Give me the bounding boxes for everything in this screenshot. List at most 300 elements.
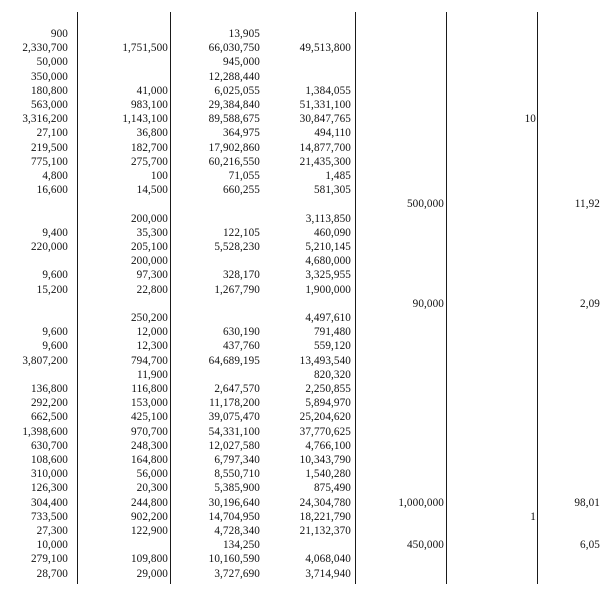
table-cell-c7 (550, 396, 600, 410)
table-cell-c1 (4, 254, 68, 268)
table-cell-c4: 24,304,780 (299, 496, 351, 509)
table-cell-c2: 182,700 (130, 141, 168, 154)
table-cell-c5 (354, 70, 444, 84)
table-cell-c7 (550, 439, 600, 453)
table-cell-c7 (550, 183, 600, 197)
table-cell-c2: 275,700 (130, 155, 168, 168)
table-cell-c4: 51,331,100 (299, 99, 351, 111)
table-cell-c1: 136,800 (30, 383, 68, 395)
table-row (0, 155, 600, 169)
table-cell-c1: 292,200 (30, 397, 68, 410)
table-cell-c3: 54,331,100 (208, 425, 260, 438)
table-cell-c4: 1,485 (325, 170, 351, 182)
table-cell-c6 (476, 410, 536, 424)
table-cell-c7 (550, 55, 600, 69)
table-cell-c6 (476, 141, 536, 155)
table-row (0, 439, 600, 453)
table-cell-c7 (550, 510, 600, 524)
table-row (0, 425, 600, 439)
table-cell-c5 (354, 396, 444, 410)
table-cell-c1: 9,600 (42, 269, 68, 282)
table-cell-c3: 64,689,195 (208, 354, 260, 367)
table-cell-c1: 180,800 (30, 84, 68, 97)
table-cell-c1: 1,398,600 (22, 425, 68, 438)
table-cell-c1: 10,000 (36, 539, 68, 552)
table-cell-c7 (550, 212, 600, 226)
table-cell-c7 (550, 240, 600, 254)
table-cell-c2: 1,143,100 (122, 113, 168, 126)
table-cell-c5 (354, 141, 444, 155)
table-cell-c2: 425,100 (130, 411, 168, 424)
table-cell-c7 (550, 410, 600, 424)
table-cell-c3: 134,250 (222, 539, 260, 552)
table-cell-c4: 559,120 (313, 340, 351, 353)
table-cell-c1 (4, 368, 68, 382)
table-cell-c3 (160, 197, 260, 211)
table-cell-c2: 109,800 (130, 553, 168, 566)
table-cell-c6 (476, 254, 536, 268)
table-cell-c4: 494,110 (314, 127, 351, 140)
table-cell-c6 (476, 183, 536, 197)
table-cell-c1: 27,100 (36, 127, 68, 140)
table-cell-c7 (550, 368, 600, 382)
table-cell-c4: 460,090 (313, 226, 351, 239)
table-row (0, 27, 600, 41)
table-cell-c7 (550, 112, 600, 126)
table-cell-c5 (354, 453, 444, 467)
table-cell-c3: 39,075,470 (208, 411, 260, 424)
table-cell-c6 (476, 524, 536, 538)
table-row (0, 410, 600, 424)
table-cell-c2: 100 (150, 170, 168, 182)
table-cell-c4: 30,847,765 (299, 113, 351, 126)
table-cell-c3: 60,216,550 (208, 155, 260, 168)
table-cell-c3: 11,178,200 (209, 397, 260, 410)
table-cell-c7 (550, 524, 600, 538)
table-cell-c4 (251, 297, 351, 311)
table-cell-c1 (4, 197, 68, 211)
table-cell-c3: 6,797,340 (214, 454, 260, 466)
table-cell-c5 (354, 169, 444, 183)
table-cell-c6 (476, 339, 536, 353)
table-cell-c6 (476, 98, 536, 112)
table-row (0, 354, 600, 368)
table-cell-c4 (251, 538, 351, 552)
table-cell-c5 (354, 41, 444, 55)
table-cell-c2: 29,000 (136, 567, 168, 580)
table-cell-c1: 9,600 (42, 340, 68, 353)
table-cell-c2: 1,751,500 (122, 42, 168, 55)
table-cell-c1: 900 (50, 28, 68, 40)
table-cell-c4 (251, 27, 351, 41)
table-cell-c4: 13,493,540 (299, 354, 351, 367)
table-cell-c6 (476, 453, 536, 467)
table-cell-c6 (476, 439, 536, 453)
table-cell-c5: 450,000 (406, 539, 444, 552)
table-cell-c2: 20,300 (136, 482, 168, 495)
table-cell-c2: 902,200 (130, 510, 168, 523)
table-cell-c6 (476, 240, 536, 254)
table-cell-c5 (354, 240, 444, 254)
table-cell-c7 (550, 70, 600, 84)
table-cell-c7 (550, 311, 600, 325)
table-cell-c4: 49,513,800 (299, 42, 351, 55)
table-cell-c7 (550, 552, 600, 566)
table-cell-c5 (354, 481, 444, 495)
table-cell-c2: 11,900 (137, 368, 168, 381)
table-cell-c7 (550, 126, 600, 140)
table-cell-c5 (354, 183, 444, 197)
table-cell-c5 (354, 467, 444, 481)
table-cell-c7 (550, 325, 600, 339)
table-cell-c7 (550, 98, 600, 112)
table-cell-c7: 98,01 (574, 496, 600, 509)
table-cell-c5 (354, 425, 444, 439)
table-row (0, 524, 600, 538)
table-cell-c5 (354, 98, 444, 112)
table-cell-c4: 1,540,280 (305, 468, 351, 481)
table-cell-c1 (4, 311, 68, 325)
table-row (0, 297, 600, 311)
table-cell-c2 (88, 197, 168, 211)
table-cell-c5 (354, 55, 444, 69)
table-cell-c2 (88, 70, 168, 84)
table-cell-c3 (160, 368, 260, 382)
table-row (0, 552, 600, 566)
table-cell-c4: 14,877,700 (299, 141, 351, 154)
table-cell-c4: 4,068,040 (305, 553, 351, 566)
table-cell-c3: 89,588,675 (208, 113, 260, 126)
table-cell-c7 (550, 425, 600, 439)
table-cell-c3: 328,170 (222, 269, 260, 282)
table-row (0, 126, 600, 140)
table-row (0, 183, 600, 197)
table-cell-c6 (476, 481, 536, 495)
table-row (0, 112, 600, 126)
table-cell-c6 (476, 538, 536, 552)
table-cell-c1: 279,100 (30, 553, 68, 566)
table-cell-c7 (550, 268, 600, 282)
table-cell-c3: 5,528,230 (214, 241, 260, 253)
table-cell-c3: 30,196,640 (208, 496, 260, 509)
table-cell-c7 (550, 141, 600, 155)
table-cell-c7 (550, 226, 600, 240)
table-cell-c3: 13,905 (228, 28, 260, 40)
table-cell-c6 (476, 169, 536, 183)
table-cell-c2 (88, 55, 168, 69)
table-cell-c2 (88, 27, 168, 41)
table-cell-c4: 3,714,940 (305, 567, 351, 580)
table-cell-c5 (354, 27, 444, 41)
table-cell-c4: 1,384,055 (305, 84, 351, 97)
table-cell-c4: 5,894,970 (305, 397, 351, 410)
table-cell-c5 (354, 325, 444, 339)
table-cell-c1: 630,700 (30, 439, 68, 452)
table-cell-c7 (550, 84, 600, 98)
table-cell-c5 (354, 410, 444, 424)
table-cell-c5 (354, 283, 444, 297)
table-cell-c6 (476, 41, 536, 55)
table-cell-c6: 1 (530, 510, 536, 523)
table-cell-c6 (476, 311, 536, 325)
table-cell-c3 (160, 254, 260, 268)
table-cell-c6 (476, 84, 536, 98)
table-row (0, 567, 600, 581)
table-cell-c4: 875,490 (313, 482, 351, 495)
table-cell-c6 (476, 496, 536, 510)
table-cell-c1: 4,800 (42, 170, 68, 182)
table-cell-c4 (251, 197, 351, 211)
table-cell-c3: 71,055 (228, 170, 260, 182)
table-cell-c6 (476, 268, 536, 282)
table-cell-c1: 126,300 (30, 482, 68, 495)
table-row (0, 70, 600, 84)
table-cell-c7 (550, 453, 600, 467)
table-cell-c2: 244,800 (130, 496, 168, 509)
table-cell-c2: 205,100 (130, 241, 168, 253)
table-cell-c5 (354, 439, 444, 453)
table-cell-c6 (476, 552, 536, 566)
table-cell-c2: 36,800 (136, 127, 168, 140)
table-cell-c7: 6,05 (580, 539, 600, 552)
table-cell-c1: 775,100 (30, 155, 68, 168)
table-cell-c3: 660,255 (222, 184, 260, 197)
table-cell-c5 (354, 268, 444, 282)
table-cell-c1: 219,500 (30, 141, 68, 154)
table-cell-c3: 6,025,055 (214, 84, 260, 97)
table-cell-c2 (88, 297, 168, 311)
table-cell-c1: 27,300 (36, 525, 68, 537)
table-cell-c2: 12,300 (136, 340, 168, 353)
table-cell-c4: 25,204,620 (299, 411, 351, 424)
table-row (0, 283, 600, 297)
table-cell-c3: 12,027,580 (208, 439, 260, 452)
table-cell-c2: 14,500 (136, 184, 168, 197)
table-cell-c6 (476, 212, 536, 226)
table-row (0, 339, 600, 353)
table-cell-c2: 794,700 (130, 354, 168, 367)
table-cell-c6 (476, 55, 536, 69)
table-cell-c7 (550, 567, 600, 581)
table-cell-c1: 108,600 (30, 454, 68, 466)
table-cell-c3: 5,385,900 (214, 482, 260, 495)
table-cell-c4: 3,113,850 (305, 212, 351, 225)
table-row (0, 212, 600, 226)
table-cell-c1: 733,500 (30, 510, 68, 523)
table-cell-c4 (251, 70, 351, 84)
table-cell-c7 (550, 27, 600, 41)
table-row (0, 141, 600, 155)
table-cell-c3: 29,384,840 (208, 99, 260, 111)
table-cell-c4: 37,770,625 (299, 425, 351, 438)
table-cell-c1: 220,000 (30, 241, 68, 253)
table-cell-c5 (354, 212, 444, 226)
table-cell-c4: 4,497,610 (305, 312, 351, 324)
table-cell-c5: 1,000,000 (398, 496, 444, 509)
table-row (0, 467, 600, 481)
table-cell-c4: 21,435,300 (299, 155, 351, 168)
table-cell-c1: 563,000 (30, 99, 68, 111)
table-cell-c5 (354, 524, 444, 538)
table-row (0, 268, 600, 282)
table-row (0, 538, 600, 552)
table-cell-c2: 122,900 (130, 525, 168, 537)
table-cell-c3: 437,760 (222, 340, 260, 353)
table-cell-c1: 50,000 (36, 56, 68, 69)
table-row (0, 197, 600, 211)
table-row (0, 368, 600, 382)
table-cell-c2: 248,300 (130, 439, 168, 452)
table-cell-c5 (354, 368, 444, 382)
table-cell-c7 (550, 481, 600, 495)
table-cell-c6 (476, 197, 536, 211)
table-cell-c5 (354, 567, 444, 581)
table-cell-c7 (550, 354, 600, 368)
table-cell-c3: 1,267,790 (214, 283, 260, 296)
table-cell-c6 (476, 226, 536, 240)
table-row (0, 496, 600, 510)
table-cell-c3 (160, 311, 260, 325)
table-row (0, 226, 600, 240)
table-cell-c5 (354, 254, 444, 268)
table-cell-c2: 116,800 (131, 383, 168, 395)
table-row (0, 325, 600, 339)
table-cell-c6 (476, 325, 536, 339)
table-cell-c4: 5,210,145 (305, 241, 351, 253)
table-cell-c1: 16,600 (36, 184, 68, 197)
table-cell-c5 (354, 382, 444, 396)
table-cell-c3: 17,902,860 (208, 141, 260, 154)
table-cell-c3: 364,975 (222, 127, 260, 140)
table-cell-c4: 2,250,855 (305, 383, 351, 395)
table-row (0, 254, 600, 268)
table-cell-c2: 22,800 (136, 283, 168, 296)
table-cell-c7 (550, 339, 600, 353)
table-cell-c5 (354, 552, 444, 566)
table-cell-c1: 3,316,200 (22, 113, 68, 126)
table-cell-c6 (476, 297, 536, 311)
table-cell-c4: 581,305 (313, 184, 351, 197)
table-cell-c3: 122,105 (222, 226, 260, 239)
table-cell-c1: 9,400 (42, 226, 68, 239)
table-cell-c5 (354, 126, 444, 140)
table-row (0, 41, 600, 55)
table-cell-c2: 153,000 (130, 397, 168, 410)
table-cell-c2: 97,300 (136, 269, 168, 282)
table-row (0, 396, 600, 410)
table-row (0, 84, 600, 98)
table-cell-c1: 310,000 (30, 468, 68, 481)
table-row (0, 55, 600, 69)
table-cell-c4: 3,325,955 (305, 269, 351, 282)
table-cell-c1: 2,330,700 (22, 42, 68, 55)
table-cell-c3: 945,000 (222, 56, 260, 69)
table-cell-c7 (550, 467, 600, 481)
table-cell-c6 (476, 425, 536, 439)
table-cell-c7 (550, 169, 600, 183)
table-row (0, 481, 600, 495)
table-cell-c3: 2,647,570 (214, 383, 260, 395)
table-cell-c5 (354, 354, 444, 368)
table-row (0, 98, 600, 112)
table-cell-c5 (354, 510, 444, 524)
table-cell-c7 (550, 155, 600, 169)
table-cell-c2: 56,000 (136, 468, 168, 481)
table-cell-c6 (476, 283, 536, 297)
table-cell-c1: 9,600 (42, 326, 68, 339)
table-cell-c4: 18,221,790 (299, 510, 351, 523)
table-cell-c3 (160, 297, 260, 311)
table-cell-c6 (476, 126, 536, 140)
table-cell-c6 (476, 70, 536, 84)
table-cell-c4: 10,343,790 (299, 454, 351, 466)
table-cell-c3 (160, 212, 260, 226)
table-cell-c4: 4,680,000 (305, 255, 351, 268)
table-cell-c2: 983,100 (130, 99, 168, 111)
table-cell-c1: 662,500 (30, 411, 68, 424)
table-cell-c2: 35,300 (136, 226, 168, 239)
table-cell-c2: 970,700 (130, 425, 168, 438)
table-row (0, 311, 600, 325)
table-cell-c3: 630,190 (222, 326, 260, 339)
table-cell-c2: 250,200 (130, 312, 168, 324)
table-cell-c4: 21,132,370 (299, 525, 351, 537)
table-cell-c2 (88, 538, 168, 552)
table-cell-c2: 12,000 (136, 326, 168, 339)
table-cell-c4 (251, 55, 351, 69)
table-cell-c6 (476, 155, 536, 169)
table-cell-c3: 12,288,440 (208, 70, 260, 83)
table-cell-c5 (354, 112, 444, 126)
table-cell-c3: 10,160,590 (208, 553, 260, 566)
table-cell-c2: 164,800 (130, 454, 168, 466)
table-cell-c6: 10 (524, 113, 536, 126)
table-cell-c7 (550, 41, 600, 55)
table-cell-c6 (476, 567, 536, 581)
table-cell-c5 (354, 226, 444, 240)
table-cell-c5 (354, 339, 444, 353)
table-cell-c2: 200,000 (130, 255, 168, 268)
table-cell-c1: 350,000 (30, 70, 68, 83)
table-cell-c7 (550, 283, 600, 297)
table-row (0, 240, 600, 254)
table-cell-c6 (476, 27, 536, 41)
table-cell-c1 (4, 297, 68, 311)
table-cell-c1: 3,807,200 (22, 354, 68, 367)
table-cell-c5 (354, 311, 444, 325)
table-cell-c3: 66,030,750 (208, 42, 260, 55)
table-cell-c7: 11,92 (574, 198, 600, 211)
table-row (0, 169, 600, 183)
table-cell-c4: 820,320 (313, 368, 351, 381)
table-cell-c6 (476, 354, 536, 368)
table-cell-c7 (550, 254, 600, 268)
table-cell-c1: 15,200 (36, 283, 68, 296)
table-cell-c5: 500,000 (406, 198, 444, 211)
table-cell-c5 (354, 84, 444, 98)
table-cell-c5 (354, 155, 444, 169)
table-cell-c5: 90,000 (412, 297, 444, 310)
table-cell-c6 (476, 368, 536, 382)
table-cell-c4: 1,900,000 (305, 283, 351, 296)
table-cell-c7: 2,09 (580, 297, 600, 310)
table-cell-c1 (4, 212, 68, 226)
table-cell-c3: 4,728,340 (214, 525, 260, 537)
table-cell-c6 (476, 396, 536, 410)
table-cell-c4: 791,480 (313, 326, 351, 339)
table-cell-c2: 41,000 (136, 84, 168, 97)
table-cell-c1: 304,400 (30, 496, 68, 509)
